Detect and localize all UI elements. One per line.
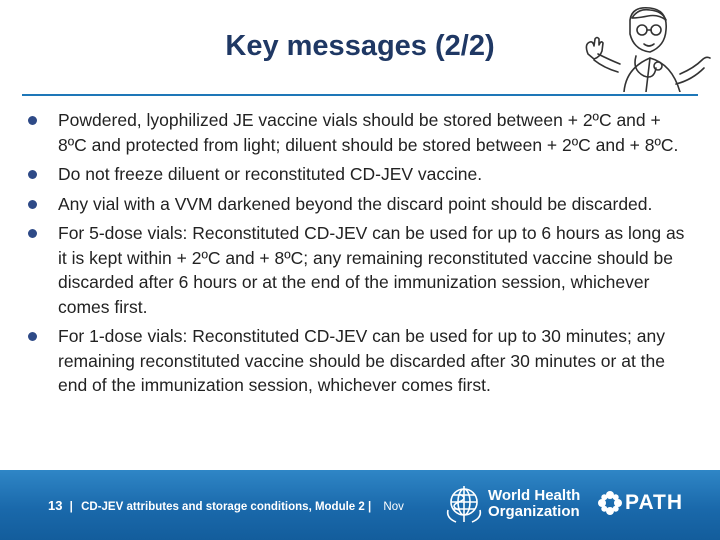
bullet-text: Any vial with a VVM darkened beyond the discard point should be discarded. [58,193,653,214]
bullet-text: For 1-dose vials: Reconstituted CD-JEV can be used for up to 30 minutes; any remaining reconstituted vaccine should be discarded after 30 minutes or at the end of the immunization session, whichever comes first. [58,326,666,395]
list-item [24,108,694,157]
list-item [24,162,694,187]
bullet-text: For 5-dose vials: Reconstituted CD-JEV can be used for up to 6 hours as long as it is kept within + 2ºC and + 8ºC; any remaining reconstituted vaccine should be discarded after 6 hours or at the end of the immunization session, whichever comes first. [58,223,685,317]
bullet-dot-icon [28,116,37,125]
list-item [24,221,694,319]
list-item [24,192,694,217]
who-logo [442,482,581,526]
bullet-text: Powdered, lyophilized JE vaccine vials should be stored between + 2ºC and + 8ºC and protected from light; diluent should be stored between + 2ºC and + 8ºC. [58,110,679,155]
path-logo-icon [597,490,623,516]
key-messages-list [24,108,694,403]
who-emblem-icon [442,482,486,526]
who-name-line1: World Health [488,487,581,504]
slide-title: Key messages (2/2) [225,30,495,62]
title-divider [22,94,698,96]
bullet-dot-icon [28,200,37,209]
who-name [488,488,580,520]
bullet-dot-icon [28,229,37,238]
footer-caption [48,498,404,513]
who-name-line2: Organization [488,503,580,520]
slide-number: 13 [48,498,63,513]
footer-date: Nov [383,501,404,513]
path-name: PATH [625,491,684,514]
list-item [24,324,694,398]
footer-separator-2: | [368,501,372,513]
bullet-dot-icon [28,170,37,179]
path-logo [597,490,691,516]
bullet-text: Do not freeze diluent or reconstituted CD-JEV vaccine. [58,164,483,184]
doctor-cartoon-icon [580,4,716,92]
footer-module-text: CD-JEV attributes and storage conditions, Module 2 [81,501,365,513]
bullet-dot-icon [28,332,37,341]
footer-separator: | [69,501,73,513]
